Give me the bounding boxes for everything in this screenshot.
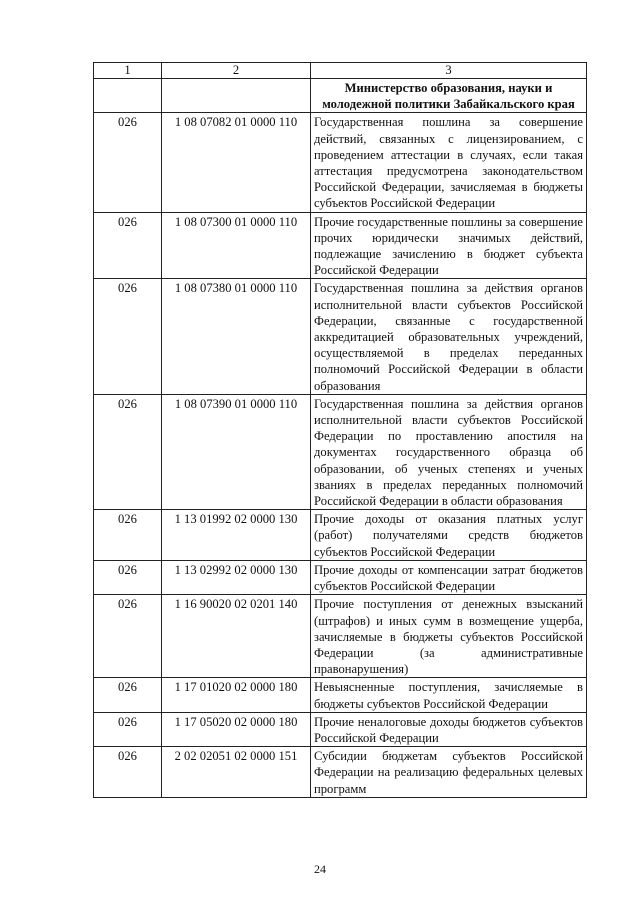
- ministry-row: [94, 79, 587, 113]
- table-row: [94, 510, 587, 561]
- budget-revenue-table: [93, 62, 587, 798]
- revenue-name-cell: Государственная пошлина за действия органов исполнительной власти субъектов Российской Федерации, связанные с государственной аккредитацией образовательных учреждений, осуществляемой в пределах переданных полномочий Российской Федерации в области образования: [311, 279, 587, 394]
- revenue-name-cell: Субсидии бюджетам субъектов Российской Федерации на реализацию федеральных целевых программ: [311, 747, 587, 798]
- column-header-2: 2: [162, 63, 311, 79]
- table-row: [94, 595, 587, 678]
- revenue-name-cell: Прочие неналоговые доходы бюджетов субъектов Российской Федерации: [311, 712, 587, 746]
- admin-code-cell: 026: [94, 747, 162, 798]
- kbk-code-cell: 1 17 05020 02 0000 180: [162, 712, 311, 746]
- kbk-code-cell: 1 08 07390 01 0000 110: [162, 394, 311, 509]
- table-row: [94, 560, 587, 594]
- revenue-name-cell: Прочие доходы от компенсации затрат бюджетов субъектов Российской Федерации: [311, 560, 587, 594]
- column-header-1: 1: [94, 63, 162, 79]
- table-row: [94, 712, 587, 746]
- kbk-code-cell: 1 16 90020 02 0201 140: [162, 595, 311, 678]
- table-row: [94, 678, 587, 712]
- revenue-name-cell: Государственная пошлина за совершение действий, связанных с лицензированием, с проведением аттестации в случаях, если такая аттестация предусмотрена законодательством Российской Федерации, зачисляемая в бюджеты субъектов Российской Федерации: [311, 113, 587, 212]
- admin-code-cell: 026: [94, 510, 162, 561]
- revenue-name-cell: Прочие поступления от денежных взысканий (штрафов) и иных сумм в возмещение ущерба, зачисляемые в бюджеты субъектов Российской Федерации (за административные правонарушения): [311, 595, 587, 678]
- admin-code-cell: 026: [94, 113, 162, 212]
- table-row: [94, 113, 587, 212]
- kbk-code-cell: 1 08 07380 01 0000 110: [162, 279, 311, 394]
- revenue-name-cell: Прочие государственные пошлины за совершение прочих юридически значимых действий, подлежащие зачислению в бюджет субъекта Российской Федерации: [311, 212, 587, 279]
- kbk-code-cell: 2 02 02051 02 0000 151: [162, 747, 311, 798]
- column-header-3: 3: [311, 63, 587, 79]
- header-row: [94, 63, 587, 79]
- table-row: [94, 279, 587, 394]
- admin-code-cell: 026: [94, 279, 162, 394]
- ministry-empty-cell-1: [94, 79, 162, 113]
- revenue-name-cell: Прочие доходы от оказания платных услуг (работ) получателями средств бюджетов субъектов Российской Федерации: [311, 510, 587, 561]
- ministry-title: Министерство образования, науки и молодежной политики Забайкальского края: [311, 79, 587, 113]
- admin-code-cell: 026: [94, 394, 162, 509]
- table-row: [94, 394, 587, 509]
- admin-code-cell: 026: [94, 678, 162, 712]
- revenue-name-cell: Невыясненные поступления, зачисляемые в бюджеты субъектов Российской Федерации: [311, 678, 587, 712]
- admin-code-cell: 026: [94, 212, 162, 279]
- admin-code-cell: 026: [94, 560, 162, 594]
- kbk-code-cell: 1 17 01020 02 0000 180: [162, 678, 311, 712]
- revenue-name-cell: Государственная пошлина за действия органов исполнительной власти субъектов Российской Федерации по проставлению апостиля на документах государственного образца об образовании, об ученых степенях и ученых званиях в пределах переданных полномочий Российской Федерации в области образования: [311, 394, 587, 509]
- table-row: [94, 212, 587, 279]
- kbk-code-cell: 1 08 07300 01 0000 110: [162, 212, 311, 279]
- kbk-code-cell: 1 08 07082 01 0000 110: [162, 113, 311, 212]
- kbk-code-cell: 1 13 01992 02 0000 130: [162, 510, 311, 561]
- ministry-empty-cell-2: [162, 79, 311, 113]
- table-row: [94, 747, 587, 798]
- kbk-code-cell: 1 13 02992 02 0000 130: [162, 560, 311, 594]
- admin-code-cell: 026: [94, 712, 162, 746]
- admin-code-cell: 026: [94, 595, 162, 678]
- page-number: 24: [314, 862, 326, 876]
